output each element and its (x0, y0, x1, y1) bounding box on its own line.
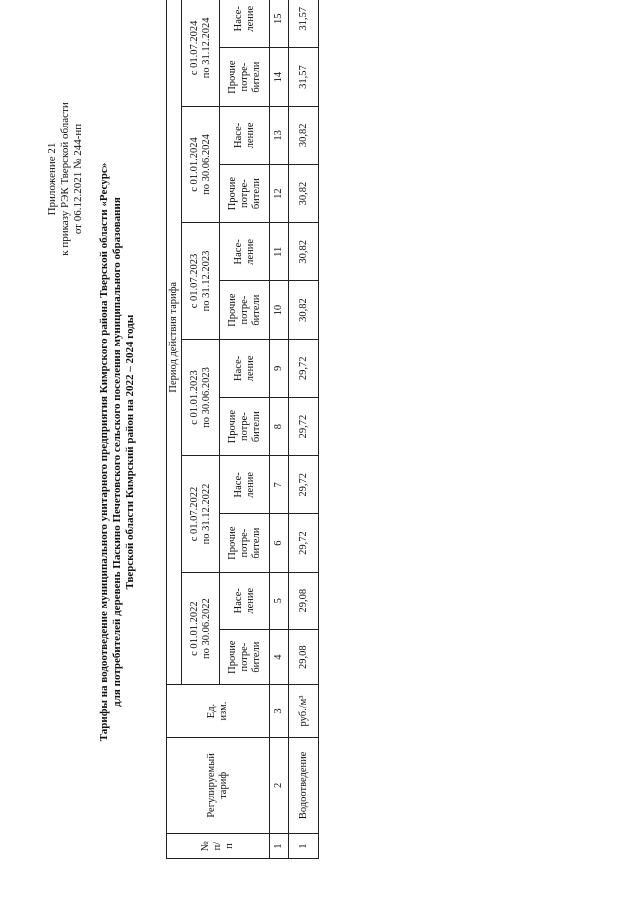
column-number: 5 (270, 572, 289, 629)
tariff-value: 30,82 (289, 281, 319, 339)
column-number: 8 (270, 397, 289, 455)
tariff-value: 31,57 (289, 48, 319, 106)
header-group-population: Насе- ление (220, 572, 270, 629)
tariff-value: 29,72 (289, 514, 319, 572)
header-period: Период действия тарифа (167, 0, 182, 685)
column-number: 12 (270, 164, 289, 222)
column-number-row (270, 0, 289, 859)
appendix-line: Приложение 21 (46, 142, 58, 216)
table-row (289, 0, 319, 859)
header-group-other: Прочие потре- бители (220, 48, 270, 106)
header-row-period (167, 0, 182, 859)
column-number: 11 (270, 223, 289, 281)
header-range: с 01.01.2024 по 30.06.2024 (182, 106, 220, 223)
header-group-other: Прочие потре- бители (220, 281, 270, 339)
header-range: с 01.07.2023 по 31.12.2023 (182, 223, 220, 340)
tariff-value: 30,82 (289, 223, 319, 281)
header-group-population: Насе- ление (220, 0, 270, 48)
header-range: с 01.07.2022 по 31.12.2022 (182, 456, 220, 573)
tariff-value: 29,08 (289, 629, 319, 685)
column-number: 6 (270, 514, 289, 572)
row-num: 1 (289, 834, 319, 859)
column-number: 7 (270, 456, 289, 514)
header-range: с 01.01.2022 по 30.06.2022 (182, 572, 220, 685)
header-range: с 01.01.2023 по 30.06.2023 (182, 339, 220, 456)
tariff-value: 29,72 (289, 339, 319, 397)
appendix-line: от 06.12.2021 № 244-нп (72, 123, 84, 235)
row-unit: руб./м³ (289, 685, 319, 737)
column-number: 3 (270, 685, 289, 737)
title-line: Тверской области Кимрский район на 2022 – 2024 годы (124, 314, 136, 590)
tariff-value: 29,08 (289, 572, 319, 629)
column-number: 1 (270, 834, 289, 859)
header-unit: Ед. изм. (167, 685, 270, 737)
tariff-value: 30,82 (289, 106, 319, 164)
column-number: 4 (270, 629, 289, 685)
column-number: 2 (270, 737, 289, 834)
header-num: № п/ п (167, 834, 270, 859)
column-number: 9 (270, 339, 289, 397)
header-group-other: Прочие потре- бители (220, 629, 270, 685)
header-group-population: Насе- ление (220, 456, 270, 514)
header-group-population: Насе- ление (220, 106, 270, 164)
tariff-value: 29,72 (289, 397, 319, 455)
title-line: Тарифы на водоотведение муниципального унитарного предприятия Кимрского района Тверской области «Ресурс» (98, 162, 110, 742)
tariff-value: 31,57 (289, 0, 319, 48)
column-number: 14 (270, 48, 289, 106)
header-group-other: Прочие потре- бители (220, 397, 270, 455)
row-tariff: Водоотведение (289, 737, 319, 834)
header-tariff: Регулируемый тариф (167, 737, 270, 834)
title-line: для потребителей деревень Паскино Печетовского сельского поселения муниципального образования (111, 197, 123, 707)
appendix-note (46, 54, 85, 304)
tariff-table (166, 0, 319, 859)
header-group-population: Насе- ление (220, 339, 270, 397)
header-group-population: Насе- ление (220, 223, 270, 281)
tariff-value: 30,82 (289, 164, 319, 222)
header-group-other: Прочие потре- бители (220, 164, 270, 222)
column-number: 13 (270, 106, 289, 164)
header-range: с 01.07.2024 по 31.12.2024 (182, 0, 220, 106)
appendix-line: к приказу РЭК Тверской области (59, 102, 71, 256)
header-group-other: Прочие потре- бители (220, 514, 270, 572)
tariff-value: 29,72 (289, 456, 319, 514)
column-number: 10 (270, 281, 289, 339)
document-title (98, 40, 137, 864)
column-number: 15 (270, 0, 289, 48)
